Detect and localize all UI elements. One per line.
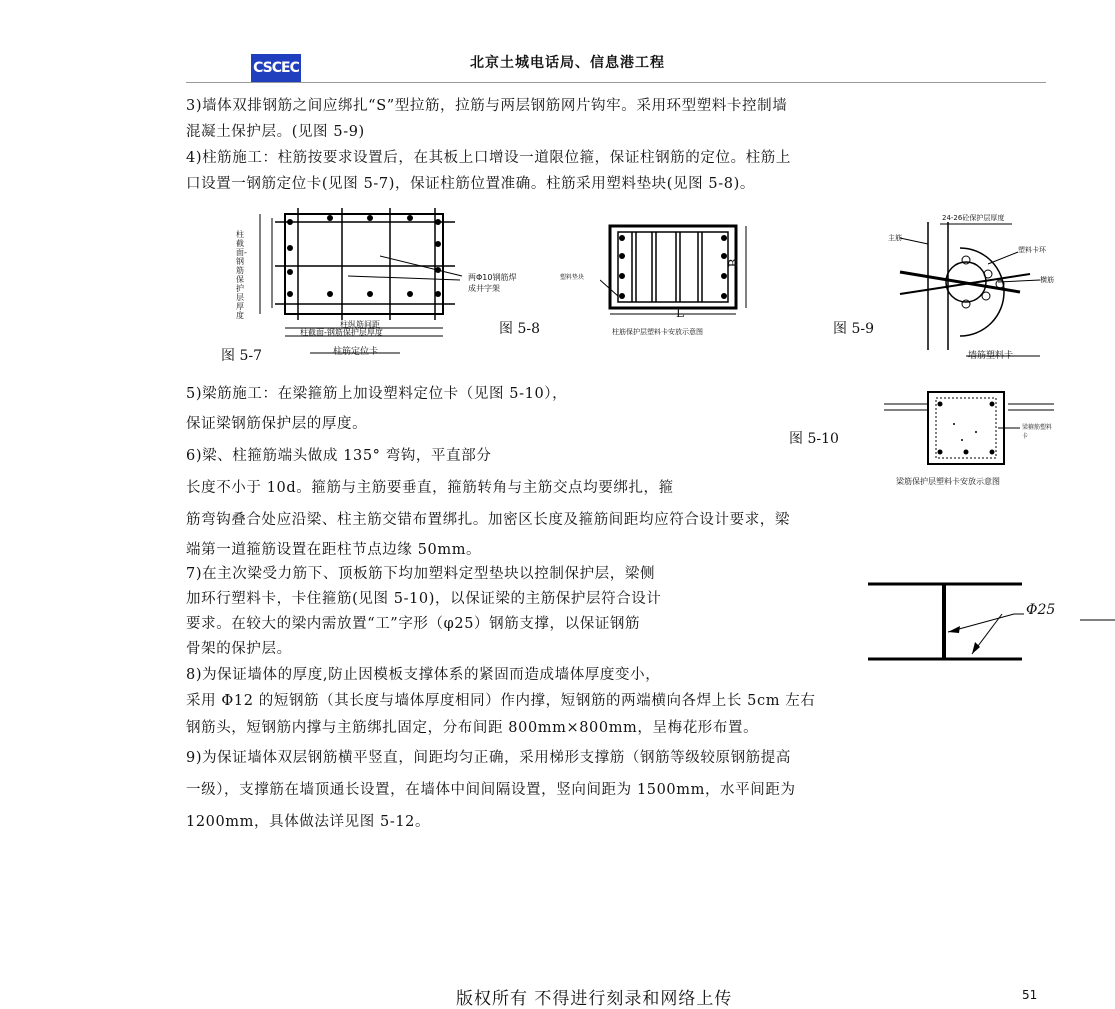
paragraph-7-line-3: 要求。在较大的梁内需放置“工”字形（φ25）钢筋支撑，以保证钢筋 bbox=[186, 616, 641, 632]
copyright-footer: 版权所有 不得进行刻录和网络上传 bbox=[456, 989, 733, 1009]
figure-5-9-bottom-label: 墙筋塑料卡 bbox=[968, 351, 1014, 361]
figure-5-9-stirrup-label: 横筋 bbox=[1040, 276, 1054, 284]
paragraph-3-line-1: 3)墙体双排钢筋之间应绑扎“S”型拉筋，拉筋与两层钢筋网片钩牢。采用环型塑料卡控制墙 bbox=[186, 98, 788, 114]
figure-5-7-note: 两Φ10钢筋焊成井字架 bbox=[468, 273, 517, 293]
paragraph-6-line-3: 筋弯钩叠合处应沿梁、柱主筋交错布置绑扎。加密区长度及箍筋间距均应符合设计要求，梁 bbox=[186, 512, 790, 528]
figure-5-7-caption: 图 5-7 bbox=[221, 348, 262, 364]
figure-5-10-caption: 图 5-10 bbox=[789, 431, 839, 447]
paragraph-6-line-1: 6)梁、柱箍筋端头做成 135° 弯钩，平直部分 bbox=[186, 448, 492, 464]
figure-5-9-caption: 图 5-9 bbox=[833, 321, 874, 337]
figure-5-8-bottom-label: 柱筋保护层塑料卡安放示意图 bbox=[612, 328, 703, 336]
paragraph-5-line-1: 5)梁筋施工：在梁箍筋上加设塑料定位卡（见图 5-10）， bbox=[186, 386, 568, 402]
figure-5-8-dim-B: B bbox=[726, 258, 741, 268]
page-number: 51 bbox=[1022, 988, 1038, 1002]
paragraph-4-line-1: 4)柱筋施工：柱筋按要求设置后，在其板上口增设一道限位箍，保证柱钢筋的定位。柱筋上 bbox=[186, 150, 791, 166]
page-header-title: 北京土城电话局、信息港工程 bbox=[470, 55, 665, 71]
figure-5-8-caption: 图 5-8 bbox=[499, 321, 540, 337]
company-logo bbox=[251, 54, 301, 82]
paragraph-7-line-4: 骨架的保护层。 bbox=[186, 641, 292, 657]
paragraph-9-line-2: 一级），支撑筋在墙顶通长设置，在墙体中间间隔设置，竖向间距为 1500mm，水平间距为 bbox=[186, 782, 796, 798]
paragraph-6-line-4: 端第一道箍筋设置在距柱节点边缘 50mm。 bbox=[186, 542, 482, 558]
figure-5-7-dim-2: 柱截面-钢筋保护层厚度 bbox=[300, 328, 383, 337]
paragraph-7-line-2: 加环行塑料卡，卡住箍筋(见图 5-10)，以保证梁的主筋保护层符合设计 bbox=[186, 591, 662, 607]
figure-5-7-bottom-label: 柱筋定位卡 bbox=[333, 347, 379, 357]
figure-5-8-dim-L: L bbox=[676, 306, 684, 320]
paragraph-8-line-2: 采用 Φ12 的短钢筋（其长度与墙体厚度相同）作内撑，短钢筋的两端横向各焊上长 5cm 左右 bbox=[186, 693, 816, 709]
paragraph-8-line-3: 钢筋头，短钢筋内撑与主筋绑扎固定，分布间距 800mm×800mm，呈梅花形布置。 bbox=[186, 720, 759, 736]
figure-5-9-diagram bbox=[880, 212, 1060, 362]
logo-text: CSCEC bbox=[253, 60, 299, 76]
figure-5-9-top-label: 24-26砼保护层厚度 bbox=[942, 214, 1005, 222]
paragraph-8-line-1: 8)为保证墙体的厚度,防止因模板支撑体系的紧固而造成墙体厚度变小， bbox=[186, 667, 661, 683]
figure-5-8-left-label: 塑料垫块 bbox=[560, 274, 585, 281]
figure-5-9-clip-label: 塑料卡环 bbox=[1018, 246, 1046, 254]
paragraph-9-line-3: 1200mm，具体做法详见图 5-12。 bbox=[186, 814, 431, 830]
i-support-phi25-label: Φ25 bbox=[1026, 602, 1056, 618]
header-divider bbox=[186, 82, 1046, 83]
figure-5-7-side-label: 柱截面-钢筋保护层厚度 bbox=[236, 230, 247, 320]
figure-5-7-dim-1: 柱纵筋间距 bbox=[340, 320, 380, 329]
paragraph-7-line-1: 7)在主次梁受力筋下、顶板筋下均加塑料定型垫块以控制保护层，梁侧 bbox=[186, 566, 656, 582]
figure-5-9-main-label: 主筋 bbox=[888, 234, 902, 242]
paragraph-9-line-1: 9)为保证墙体双层钢筋横平竖直，间距均匀正确，采用梯形支撑筋（钢筋等级较原钢筋提高 bbox=[186, 750, 791, 766]
paragraph-6-line-2: 长度不小于 10d。箍筋与主筋要垂直，箍筋转角与主筋交点均要绑扎，箍 bbox=[186, 480, 674, 496]
paragraph-4-line-2: 口设置一钢筋定位卡(见图 5-7)，保证柱筋位置准确。柱筋采用塑料垫块(见图 5-8)。 bbox=[186, 176, 755, 192]
figure-5-10-bottom-label: 梁筋保护层塑料卡安放示意图 bbox=[896, 477, 1000, 486]
paragraph-3-line-2: 混凝土保护层。(见图 5-9) bbox=[186, 124, 365, 140]
paragraph-5-line-2: 保证梁钢筋保护层的厚度。 bbox=[186, 416, 368, 432]
figure-5-10-side-label: 梁箍筋塑料卡 bbox=[1022, 424, 1053, 440]
figure-5-8-diagram bbox=[600, 220, 760, 320]
i-shaped-bar-support-diagram bbox=[864, 580, 1115, 664]
